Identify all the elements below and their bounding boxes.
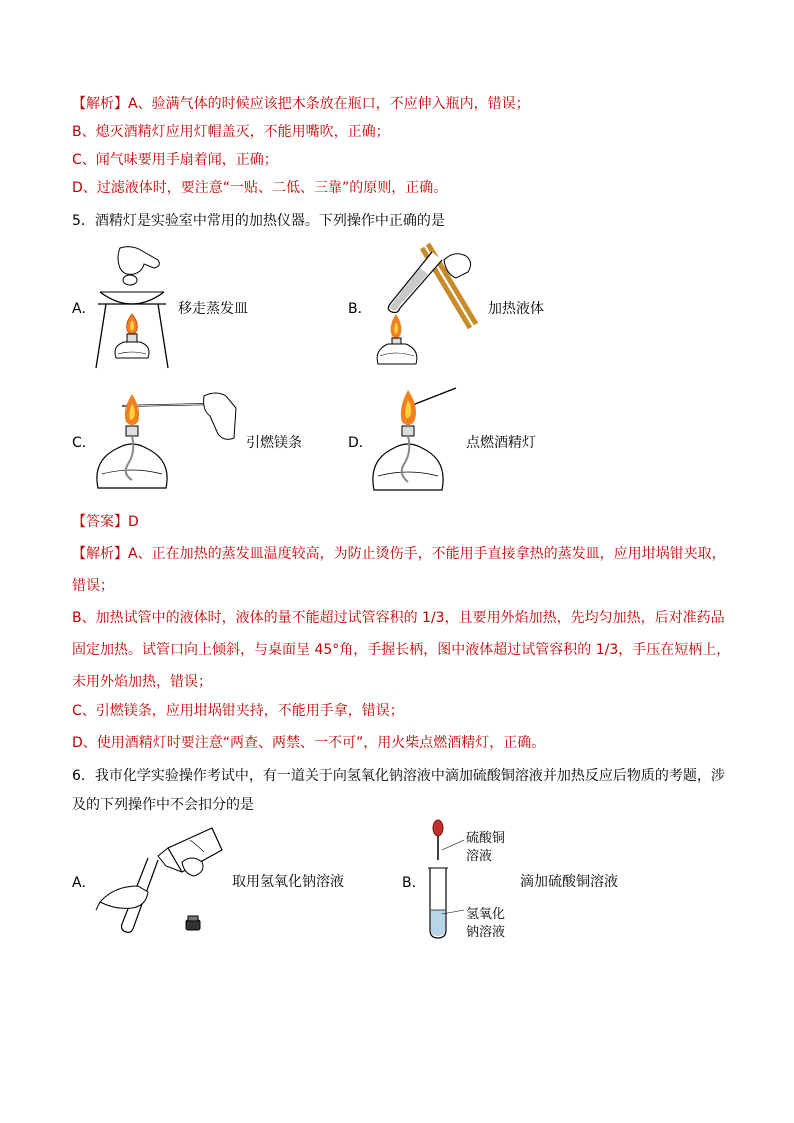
reagent-label: 钠溶液: [466, 925, 506, 940]
analysis-line: D、过滤液体时，要注意“一贴、二低、三靠”的原则，正确。: [72, 180, 448, 196]
answer-tag: 【答案】: [72, 514, 128, 530]
analysis-line: 固定加热。试管口向上倾斜，与桌面呈 45°角，手握长柄，图中液体超过试管容积的 1/3，手压在短柄上，: [72, 642, 731, 658]
answer-value: D: [128, 514, 139, 530]
label-leader-lines: [440, 836, 470, 926]
analysis-line: [72, 544, 726, 564]
analysis-line: 错误；: [72, 578, 114, 594]
question-stem: 5．酒精灯是实验室中常用的加热仪器。下列操作中正确的是: [72, 213, 445, 229]
analysis-line: C、闻气味要用手扇着闻，正确；: [72, 152, 278, 168]
analysis-text: A、验满气体的时候应该把木条放在瓶口，不应伸入瓶内，错误；: [128, 96, 530, 112]
analysis-line: D、使用酒精灯时要注意“两查、两禁、一不可”，用火柴点燃酒精灯，正确。: [72, 735, 546, 751]
option-letter: A．: [72, 301, 96, 317]
analysis-tag: 【解析】: [72, 96, 128, 112]
analysis-line: C、引燃镁条，应用坩埚钳夹持，不能用手拿，错误；: [72, 703, 404, 719]
option-caption: 引燃镁条: [246, 435, 302, 451]
evaporating-dish-figure: [92, 246, 172, 370]
option-caption: 加热液体: [488, 301, 544, 317]
analysis-line: B、加热试管中的液体时，液体的量不能超过试管容积的 1/3，且要用外焰加热，先均匀加热，后对准药品: [72, 610, 725, 626]
question-stem: 及的下列操作中不会扣分的是: [72, 797, 254, 813]
question-stem: 6．我市化学实验操作考试中，有一道关于向氢氧化钠溶液中滴加硫酸铜溶液并加热反应后物质的考题，涉: [72, 768, 725, 784]
option-caption: 取用氢氧化钠溶液: [232, 874, 344, 890]
analysis-line: [72, 94, 530, 114]
option-caption: 滴加硫酸铜溶液: [520, 874, 618, 890]
pouring-solution-figure: [94, 826, 226, 938]
option-letter: B．: [348, 301, 372, 317]
analysis-line: B、熄灭酒精灯应用灯帽盖灭，不能用嘴吹，正确；: [72, 124, 390, 140]
option-letter: B．: [402, 875, 426, 891]
option-letter: C．: [72, 435, 96, 451]
option-caption: 点燃酒精灯: [466, 435, 536, 451]
analysis-text: A、正在加热的蒸发皿温度较高，为防止烫伤手，不能用手直接拿热的蒸发皿，应用坩埚钳夹取，: [128, 546, 726, 562]
magnesium-strip-figure: [92, 388, 242, 496]
analysis-tag: 【解析】: [72, 546, 128, 562]
option-caption: 移走蒸发皿: [178, 301, 248, 317]
heating-liquid-figure: [370, 242, 480, 368]
option-letter: D．: [348, 435, 373, 451]
reagent-label: 氢氧化: [466, 907, 506, 922]
option-letter: A．: [72, 875, 96, 891]
analysis-line: 未用外焰加热，错误；: [72, 674, 212, 690]
lighting-lamp-figure: [370, 386, 460, 496]
answer-line: [72, 512, 139, 532]
reagent-label: 溶液: [466, 849, 493, 864]
reagent-label: 硫酸铜: [466, 831, 506, 846]
